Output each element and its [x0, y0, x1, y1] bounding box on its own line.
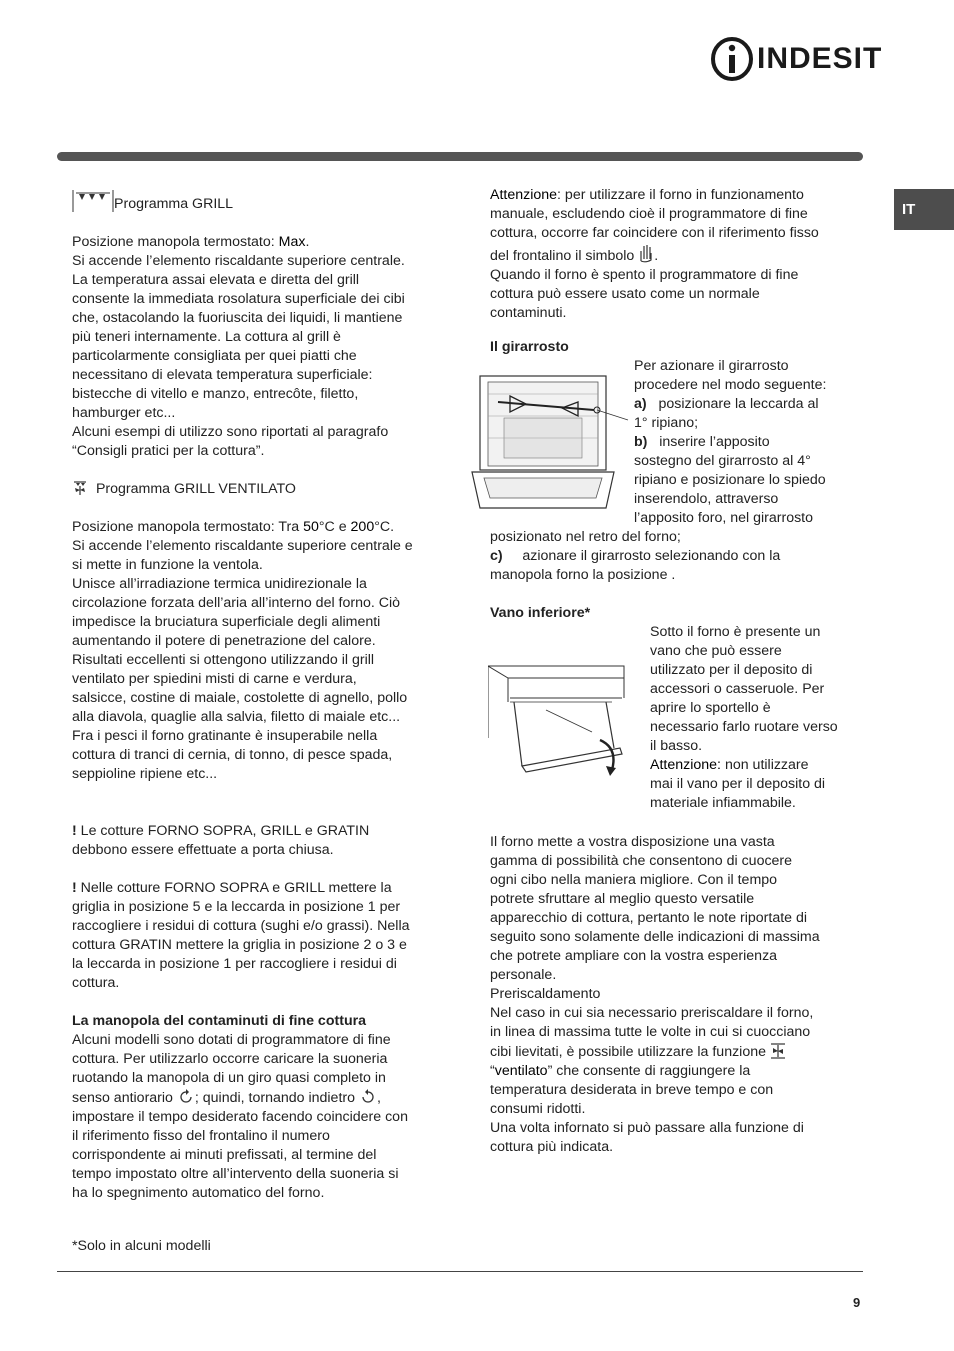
- grill-position-value: Max: [278, 234, 306, 250]
- spit-line: posizionato nel retro del forno;: [490, 529, 681, 545]
- general-line: consumi ridotti.: [490, 1101, 586, 1117]
- lower-compartment-illustration: [488, 662, 638, 780]
- fan-grill-position-label: Posizione manopola termostato: Tra: [72, 519, 304, 535]
- fan-grill-temp-max: 200: [350, 519, 375, 535]
- warning-text: Le cotture FORNO SOPRA, GRILL e GRATIN: [76, 823, 370, 839]
- fan-grill-line: seppioline ripiene etc...: [72, 766, 218, 782]
- vano-line: mai il vano per il deposito di: [650, 776, 826, 792]
- grill-icon: [72, 190, 114, 212]
- manual-line: manuale, escludendo cioè il programmatore di fine: [490, 206, 808, 222]
- spit-line: Per azionare il girarrosto: [634, 358, 789, 374]
- vano-line: Sotto il forno è presente un: [650, 624, 821, 640]
- step-label: c): [490, 548, 503, 564]
- spit-line: ripiano e posizionare lo spiedo: [634, 472, 826, 488]
- timer-line: ruotando la manopola di un giro quasi completo in: [72, 1070, 386, 1086]
- general-line: “: [490, 1063, 495, 1079]
- footer-rule: [57, 1271, 863, 1272]
- fan-grill-position-suffix: °C.: [374, 519, 395, 535]
- warning-text: cottura GRATIN mettere la griglia in posizione 2 o 3 e: [72, 937, 407, 953]
- general-line: temperatura desiderata in breve tempo e con: [490, 1082, 774, 1098]
- grill-line: che, ostacolando la fuoriuscita dei liquidi, li mantiene: [72, 310, 403, 326]
- step-label: b): [634, 434, 648, 450]
- timer-line: corrispondente ai minuti prefissati, al termine del: [72, 1147, 377, 1163]
- fan-grill-line: si mette in funzione la ventola.: [72, 557, 263, 573]
- grill-line: “Consigli pratici per la cottura”.: [72, 443, 265, 459]
- grill-line: più teneri internamente. La cottura al grill è: [72, 329, 341, 345]
- timer-line: ,: [376, 1090, 381, 1106]
- grill-line: Si accende l’elemento riscaldante superiore centrale.: [72, 253, 405, 269]
- manual-line: contaminuti.: [490, 305, 567, 321]
- timer-line: ; quindi, tornando indietro: [194, 1090, 359, 1106]
- ventilato-word: ventilato: [494, 1063, 548, 1079]
- fan-grill-line: Fra i pesci il forno gratinante è insuperabile nella: [72, 728, 378, 744]
- general-line: gamma di possibilità che consentono di cuocere: [490, 853, 793, 869]
- spit-line: azionare il girarrosto selezionando con la: [522, 548, 781, 564]
- general-line: Il forno mette a vostra disposizione una vasta: [490, 834, 775, 850]
- timer-line: Alcuni modelli sono dotati di programmatore di fine: [72, 1032, 391, 1048]
- manual-line: cottura può essere usato come un normale: [490, 286, 760, 302]
- fan-grill-line: impedisce la bruciatura superficiale degli alimenti: [72, 614, 381, 630]
- warning-text: cottura.: [72, 975, 120, 991]
- fan-grill-program-title: Programma GRILL VENTILATO: [95, 481, 296, 497]
- grill-line: hamburger etc...: [72, 405, 176, 421]
- fan-grill-temp-min: 50: [303, 519, 319, 535]
- vano-line: accessori o casseruole. Per: [650, 681, 825, 697]
- spit-line: posizionare la leccarda al: [658, 396, 819, 412]
- clockwise-arrow-icon: [359, 1088, 377, 1106]
- timer-line: impostare il tempo desiderato facendo coincidere con: [72, 1109, 408, 1125]
- warning-text: la leccarda in posizione 1 per raccogliere i residui di: [72, 956, 397, 972]
- grill-position-label: Posizione manopola termostato:: [72, 234, 279, 250]
- brand-wordmark: INDESIT: [757, 42, 883, 75]
- preheating-heading: Preriscaldamento: [490, 986, 601, 1002]
- fan-grill-line: cottura di tranci di cernia, di tonno, di pesce spada,: [72, 747, 393, 763]
- fan-grill-line: Si accende l’elemento riscaldante superiore centrale e: [72, 538, 413, 554]
- manual-line: : per utilizzare il forno in funzionamento: [557, 187, 804, 203]
- manual-line: Quando il forno è spento il programmatore di fine: [490, 267, 799, 283]
- vano-line: materiale infiammabile.: [650, 795, 796, 811]
- timer-line: cottura. Per utilizzarlo occorre caricare la suoneria: [72, 1051, 388, 1067]
- fan-grill-line: alla diavola, quaglie alla salvia, filetto di maiale etc...: [72, 709, 401, 725]
- page-number: 9: [853, 1295, 861, 1310]
- fan-grill-line: ventilato per spiedini misti di carne e verdura,: [72, 671, 357, 687]
- general-line: Una volta infornato si può passare alla funzione di: [490, 1120, 804, 1136]
- grill-line: particolarmente consigliata per quei piatti che: [72, 348, 357, 364]
- spit-line: manopola forno la posizione .: [490, 567, 676, 583]
- vano-line: utilizzato per il deposito di: [650, 662, 813, 678]
- grill-line: La temperatura assai elevata e diretta del grill: [72, 272, 360, 288]
- manual-line: del frontalino il simbolo: [490, 248, 639, 264]
- general-line: ” che consente di raggiungere la: [547, 1063, 751, 1079]
- general-line: potrete sfruttare al meglio questo versatile: [490, 891, 755, 907]
- timer-line: senso antiorario: [72, 1090, 177, 1106]
- general-line: in linea di massima tutte le volte in cui si cuocciano: [490, 1024, 811, 1040]
- attention-word: Attenzione:: [650, 757, 721, 773]
- lower-compartment-title: Vano inferiore*: [490, 605, 591, 621]
- vano-line: vano che può essere: [650, 643, 782, 659]
- footnote: *Solo in alcuni modelli: [72, 1238, 211, 1254]
- fan-grill-position-mid: °C e: [318, 519, 351, 535]
- spit-line: l’apposito foro, nel girarrosto: [634, 510, 814, 526]
- general-line: Nel caso in cui sia necessario preriscaldare il forno,: [490, 1005, 814, 1021]
- lower-compartment-text: [650, 623, 864, 813]
- warning-mark: !: [72, 880, 77, 896]
- hand-symbol-icon: [638, 243, 654, 263]
- vano-line: non utilizzare: [721, 757, 809, 773]
- general-line: cottura più indicata.: [490, 1139, 614, 1155]
- general-line: ogni cibo nella maniera migliore. Con il tempo: [490, 872, 778, 888]
- spit-line: inserendolo, attraverso: [634, 491, 779, 507]
- spit-line: sostegno del girarrosto al 4°: [634, 453, 811, 469]
- grill-line: necessitano di elevata temperatura superficiale:: [72, 367, 373, 383]
- warning-text: griglia in posizione 5 e la leccarda in posizione 1 per: [72, 899, 401, 915]
- grill-line: consente la immediata rosolatura superficiale dei cibi: [72, 291, 405, 307]
- warning-mark: !: [72, 823, 77, 839]
- timer-line: ha lo spegnimento automatico del forno.: [72, 1185, 325, 1201]
- oven-spit-illustration: [470, 372, 630, 512]
- timer-section-title: La manopola del contaminuti di fine cottura: [72, 1013, 367, 1029]
- warning-text: debbono essere effettuate a porta chiusa.: [72, 842, 334, 858]
- counterclockwise-arrow-icon: [177, 1088, 195, 1106]
- spit-line: 1° ripiano;: [634, 415, 699, 431]
- grill-position-suffix: .: [305, 234, 310, 250]
- attention-word: Attenzione: [490, 187, 558, 203]
- spit-continued: [490, 528, 864, 623]
- left-column: [72, 188, 458, 1203]
- step-label: a): [634, 396, 647, 412]
- grill-line: bistecche di vitello e manzo, entrecôte, filetto,: [72, 386, 359, 402]
- language-tab: IT: [894, 189, 954, 230]
- spit-line: procedere nel modo seguente:: [634, 377, 827, 393]
- header-rule: [57, 152, 863, 161]
- spit-instructions: [634, 357, 864, 528]
- fan-oven-icon: [770, 1042, 786, 1060]
- fan-grill-line: Unisce all’irradiazione termica unidirezionale la: [72, 576, 367, 592]
- timer-line: il riferimento fisso del frontalino il numero: [72, 1128, 330, 1144]
- spit-section-title: Il girarrosto: [490, 339, 569, 355]
- general-line: seguito sono solamente delle indicazioni di massima: [490, 929, 820, 945]
- fan-grill-line: aumentando il potere di penetrazione del calore.: [72, 633, 376, 649]
- general-paragraph: [490, 833, 864, 1157]
- timer-line: tempo impostato oltre all’intervento della suoneria si: [72, 1166, 399, 1182]
- warning-text: raccogliere i residui di cottura (sughi e/o grassi). Nella: [72, 918, 410, 934]
- manual-mode-paragraph: [490, 186, 864, 323]
- warning-text: Nelle cotture FORNO SOPRA e GRILL mettere la: [76, 880, 392, 896]
- general-line: personale.: [490, 967, 557, 983]
- spit-line: inserire l’apposito: [659, 434, 770, 450]
- manual-line: .: [654, 248, 659, 264]
- fan-grill-icon: [72, 480, 92, 496]
- vano-line: necessario farlo ruotare verso: [650, 719, 838, 735]
- fan-grill-line: Risultati eccellenti si ottengono utilizzando il grill: [72, 652, 375, 668]
- general-line: apparecchio di cottura, pertanto le note riportate di: [490, 910, 808, 926]
- general-line: cibi lievitati, è possibile utilizzare la funzione: [490, 1044, 770, 1060]
- general-line: che potrete ampliare con la vostra esperienza: [490, 948, 778, 964]
- vano-line: il basso.: [650, 738, 703, 754]
- vano-line: aprire lo sportello è: [650, 700, 771, 716]
- grill-program-title: Programma GRILL: [114, 196, 234, 212]
- grill-line: Alcuni esempi di utilizzo sono riportati al paragrafo: [72, 424, 389, 440]
- fan-grill-line: salsicce, costine di maiale, costolette di agnello, pollo: [72, 690, 408, 706]
- manual-line: cottura, occorre far coincidere con il riferimento fisso: [490, 225, 819, 241]
- fan-grill-line: circolazione forzata dell’aria all’interno del forno. Ciò: [72, 595, 401, 611]
